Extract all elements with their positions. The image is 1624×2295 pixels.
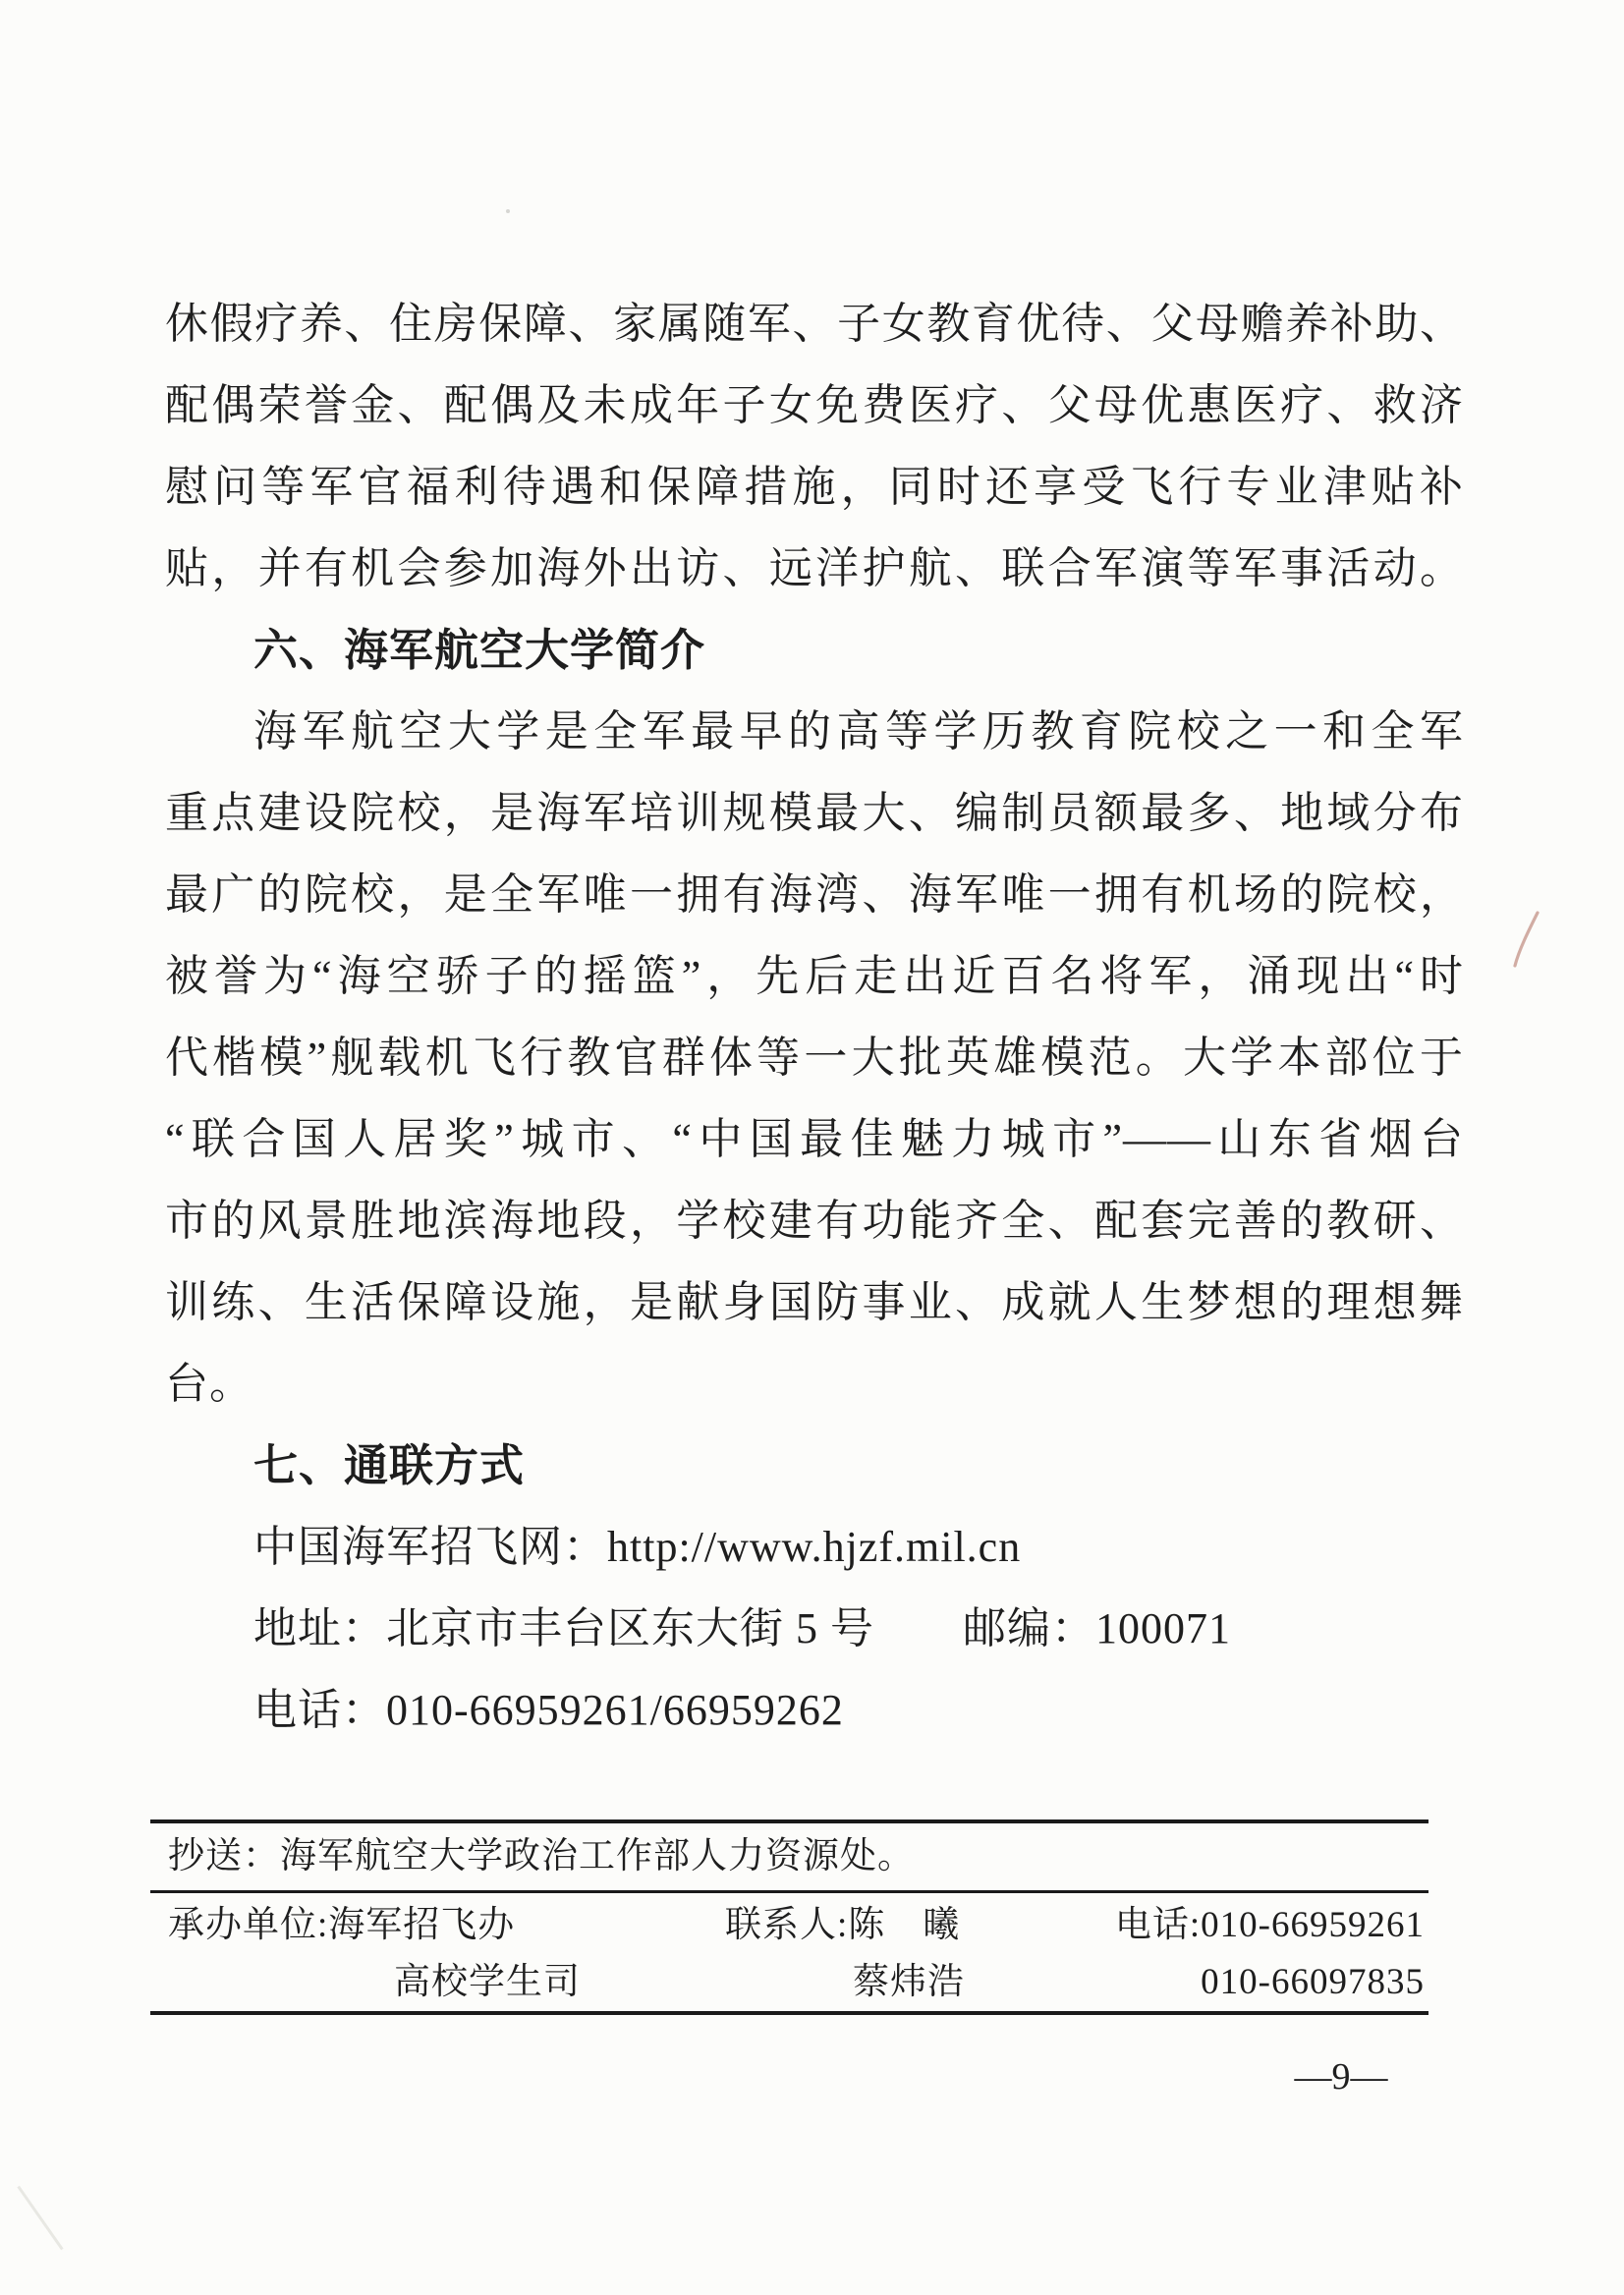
colophon-bottom-rule xyxy=(150,2011,1428,2015)
section-heading: 六、海军航空大学简介 xyxy=(253,625,706,675)
text-line: 训练、生活保障设施，是献身国防事业、成就人生梦想的理想舞 xyxy=(165,1278,1464,1326)
cc-line: 抄送：海军航空大学政治工作部人力资源处。 xyxy=(168,1836,915,1876)
colophon-cell: 电话:010-66959261 xyxy=(1114,1905,1425,1945)
text-line: 电话：010-66959261/66959262 xyxy=(253,1686,844,1734)
colophon-cell: 联系人:陈 曦 xyxy=(725,1905,961,1945)
text-line: 配偶荣誉金、配偶及未成年子女免费医疗、父母优惠医疗、救济 xyxy=(165,381,1464,429)
text-line: 中国海军招飞网：http://www.hjzf.mil.cn xyxy=(253,1523,1022,1571)
colophon-row xyxy=(150,1954,1428,2011)
text-line: 重点建设院校，是海军培训规模最大、编制员额最多、地域分布 xyxy=(165,789,1464,837)
text-line: 台。 xyxy=(165,1360,253,1408)
document-body xyxy=(165,283,1464,1751)
page-number: —9— xyxy=(1294,2056,1388,2098)
colophon-cell: 蔡炜浩 xyxy=(853,1962,965,2002)
colophon xyxy=(150,1819,1428,2015)
scan-corner-mark xyxy=(17,2186,63,2251)
colophon-cell: 高校学生司 xyxy=(394,1962,581,2002)
text-line: 被誉为“海空骄子的摇篮”，先后走出近百名将军，涌现出“时 xyxy=(165,952,1464,1000)
text-line: 慰问等军官福利待遇和保障措施，同时还享受飞行专业津贴补 xyxy=(165,463,1464,511)
text-line: “联合国人居奖”城市、“中国最佳魅力城市”——山东省烟台 xyxy=(165,1115,1464,1163)
section-heading: 七、通联方式 xyxy=(253,1440,526,1490)
text-line: 地址：北京市丰台区东大街 5 号 邮编：100071 xyxy=(253,1604,1231,1652)
text-line: 休假疗养、住房保障、家属随军、子女教育优待、父母赡养补助、 xyxy=(165,300,1464,348)
scratch-mark xyxy=(1511,909,1540,975)
scan-speck xyxy=(506,209,510,213)
text-line: 贴，并有机会参加海外出访、远洋护航、联合军演等军事活动。 xyxy=(165,544,1464,592)
text-line: 海军航空大学是全军最早的高等学历教育院校之一和全军 xyxy=(253,707,1464,756)
colophon-row xyxy=(150,1897,1428,1954)
text-line: 最广的院校，是全军唯一拥有海湾、海军唯一拥有机场的院校， xyxy=(165,870,1464,919)
text-line: 代楷模”舰载机飞行教官群体等一大批英雄模范。大学本部位于 xyxy=(165,1034,1464,1082)
text-line: 市的风景胜地滨海地段，学校建有功能齐全、配套完善的教研、 xyxy=(165,1197,1464,1245)
colophon-cell: 承办单位:海军招飞办 xyxy=(168,1905,516,1945)
colophon-cell: 010-66097835 xyxy=(1201,1962,1425,2002)
colophon-rows xyxy=(150,1893,1428,2011)
